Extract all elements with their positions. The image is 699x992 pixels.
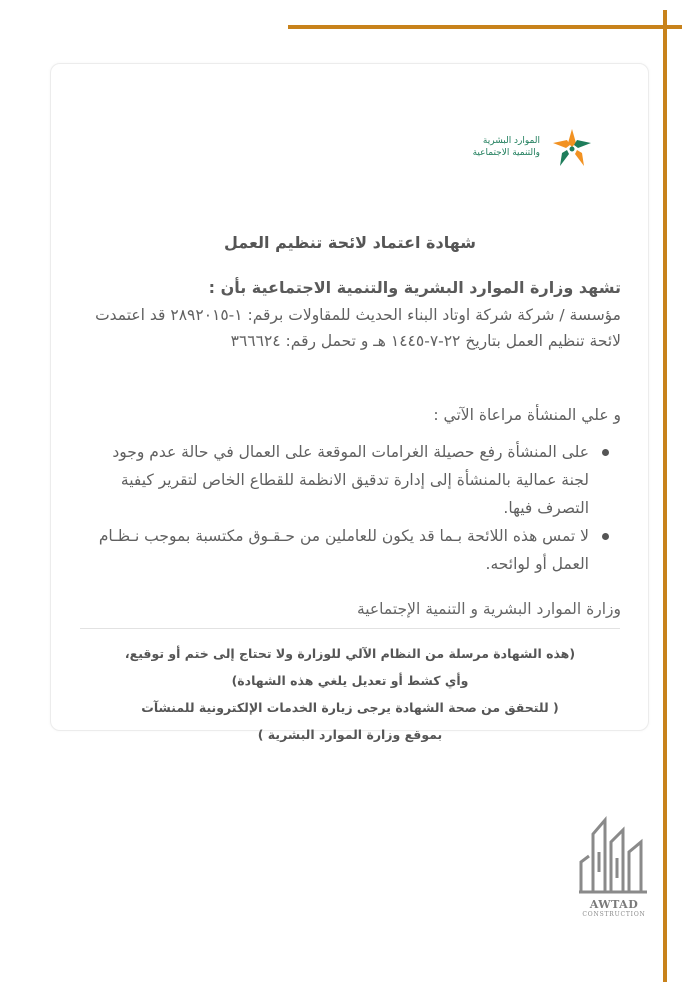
certificate-notes [60,640,640,748]
ministry-logo-text [460,135,540,159]
awtad-subtitle: CONSTRUCTION [582,911,646,918]
bullet-icon [602,533,609,540]
divider [80,628,620,629]
logo-line-1: الموارد البشرية [482,136,540,146]
list-item-text: على المنشأة رفع حصيلة الغرامات الموقعة على العمال في حالة عدم وجود لجنة عمالية بالمنشأة إلى إدارة تدقيق الانظمة للقطاع الخاص لتقرير كيفية التصرف فيها. [112,443,589,517]
awtad-name: AWTAD [589,898,639,911]
awtad-watermark [575,812,653,920]
intro-heading: تشهد وزارة الموارد البشرية والتنمية الاجتماعية بأن : [208,278,621,297]
obligations-list [80,438,611,578]
top-accent-bar [288,25,682,29]
list-item-text: لا تمس هذه اللائحة بـما قد يكون للعاملين من حـقـوق مكتسبة بموجب نـظـام العمل أو لوائحه. [98,527,589,573]
side-accent-bar [663,10,667,982]
note-line: (هذه الشهادة مرسلة من النظام الآلي للوزارة ولا تحتاج إلى ختم أو توقيع، [124,646,576,661]
list-item [80,438,611,522]
ministry-logo [462,127,596,171]
certificate-title: شهادة اعتماد لائحة تنظيم العمل [223,233,477,252]
logo-line-2: والتنمية الاجتماعية [472,148,540,158]
note-line: ( للتحقق من صحة الشهادة يرجى زيارة الخدمات الإلكترونية للمنشآت [141,700,559,715]
company-details-paragraph: مؤسسة / شركة شركة اوتاد البناء الحديث للمقاولات برقم: ١-٢٨٩٢٠١٥ قد اعتمدت لائحة تنظيم العمل بتاريخ ٢٢-٧-١٤٤٥ هـ و تحمل رقم: ٣٦٦٦٢٤ [95,306,621,350]
note-line: وأي كشط أو تعديل يلغي هذه الشهادة) [231,673,469,688]
ministry-star-icon [548,127,596,171]
ministry-signature: وزارة الموارد البشرية و التنمية الإجتماعية [356,600,621,618]
list-item [80,522,611,578]
bullet-icon [602,449,609,456]
awtad-logo-icon [575,812,653,898]
obligations-heading: و علي المنشأة مراعاة الآتي : [433,406,621,424]
note-line: بموقع وزارة الموارد البشرية ) [257,727,443,742]
